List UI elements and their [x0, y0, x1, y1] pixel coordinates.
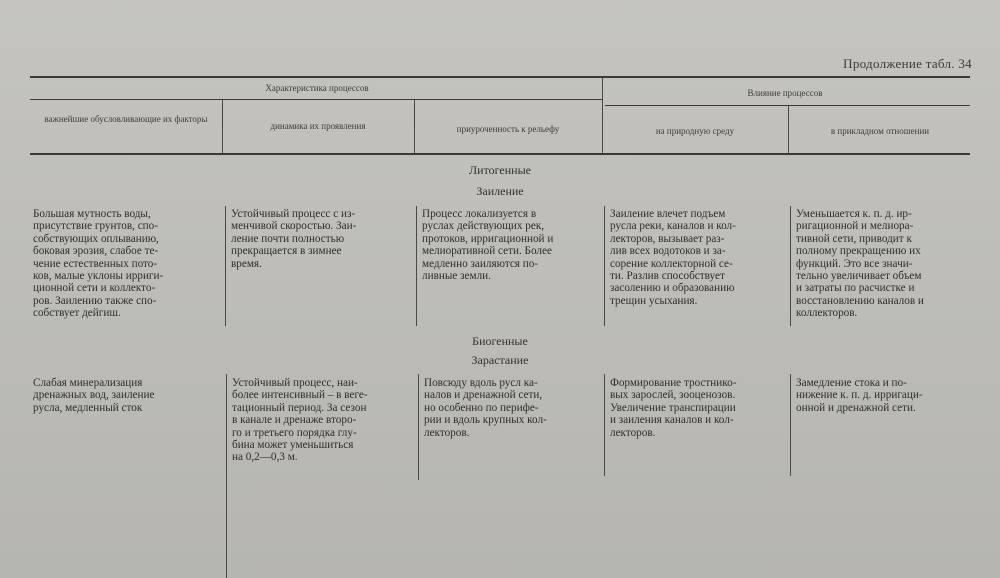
cell-overgrowth-environment: Формирование тростнико- вых зарослей, зооценозов. Увеличение транспирации и заиления каналов и кол- лекторов.: [610, 377, 737, 439]
body-divider-1a: [225, 206, 226, 326]
header-divider-3: [602, 78, 603, 153]
section-process-overgrowth: Зарастание: [471, 353, 529, 367]
group-header-rule-left: [30, 99, 602, 100]
column-header-dynamics: динамика их проявления: [270, 121, 366, 131]
header-bottom-rule: [30, 153, 970, 155]
table-continuation-caption: Продолжение табл. 34: [843, 56, 972, 71]
column-header-environment: на природную среду: [655, 126, 735, 136]
body-divider-4a: [790, 206, 791, 326]
group-header-influence: Влияние процессов: [747, 88, 823, 98]
cell-siltation-dynamics: Устойчивый процесс с из- менчивой скоростью. Заи- ление почти полностью прекращается в зимнее время.: [231, 208, 357, 270]
body-divider-2b: [418, 374, 419, 480]
header-divider-2: [414, 100, 415, 153]
body-divider-4b: [790, 374, 791, 476]
header-divider-1: [222, 100, 223, 153]
cell-siltation-environment: Заиление влечет подъем русла реки, каналов и кол- лекторов, вызывает раз- лив всех водотоков и за- сорение коллекторной се- ти. Разлив способствует засолению и образованию трещин усыхания.: [610, 208, 736, 307]
section-category-biogenic: Биогенные: [472, 334, 528, 348]
cell-siltation-factors: Большая мутность воды, присутствие грунтов, спо- собствующих оплыванию, боковая эрозия, слабое те- чение естественных пото- ков, малые уклоны ирриги- ционной сети и коллекто- ров. Заилению также спо- собствует дейгиш.: [33, 208, 164, 320]
group-header-characteristics: Характеристика процессов: [265, 83, 369, 93]
cell-siltation-relief: Процесс локализуется в руслах действующих рек, протоков, ирригационной и мелиоративной сети. Более медленно заиляются по- ливные земли.: [422, 208, 554, 283]
section-category-lithogenic: Литогенные: [469, 163, 531, 177]
cell-overgrowth-dynamics: Устойчивый процесс, наи- более интенсивный – в веге- тационный период. За сезон в канале и дренаже второ- го и третьего порядка глу- бина может уменьшиться на 0,2—0,3 м.: [232, 377, 368, 464]
column-header-factors: важнейшие обусловливающие их факторы: [44, 114, 208, 124]
body-divider-1b: [226, 374, 227, 578]
body-divider-3b: [604, 374, 605, 476]
cell-overgrowth-applied: Замедление стока и по- нижение к. п. д. ирригаци- онной и дренажной сети.: [796, 377, 923, 414]
cell-overgrowth-factors: Слабая минерализация дренажных вод, заиление русла, медленный сток: [33, 377, 155, 414]
cell-siltation-applied: Уменьшается к. п. д. ир- ригационной и мелиора- тивной сети, приводит к полному прекращению их функций. Это все значи- тельно увеличивает объем и затраты по расчистке и восстановлению каналов и коллекторов.: [796, 208, 924, 320]
table-top-rule: [30, 76, 970, 78]
body-divider-3a: [604, 206, 605, 326]
column-header-applied: в прикладном отношении: [830, 126, 930, 136]
header-divider-4: [788, 106, 789, 153]
section-process-siltation: Заиление: [476, 184, 524, 198]
column-header-relief: приуроченность к рельефу: [456, 124, 560, 134]
body-divider-2a: [416, 206, 417, 326]
cell-overgrowth-relief: Повсюду вдоль русл ка- налов и дренажной сети, но особенно по перифе- рии и вдоль крупных кол- лекторов.: [424, 377, 547, 439]
